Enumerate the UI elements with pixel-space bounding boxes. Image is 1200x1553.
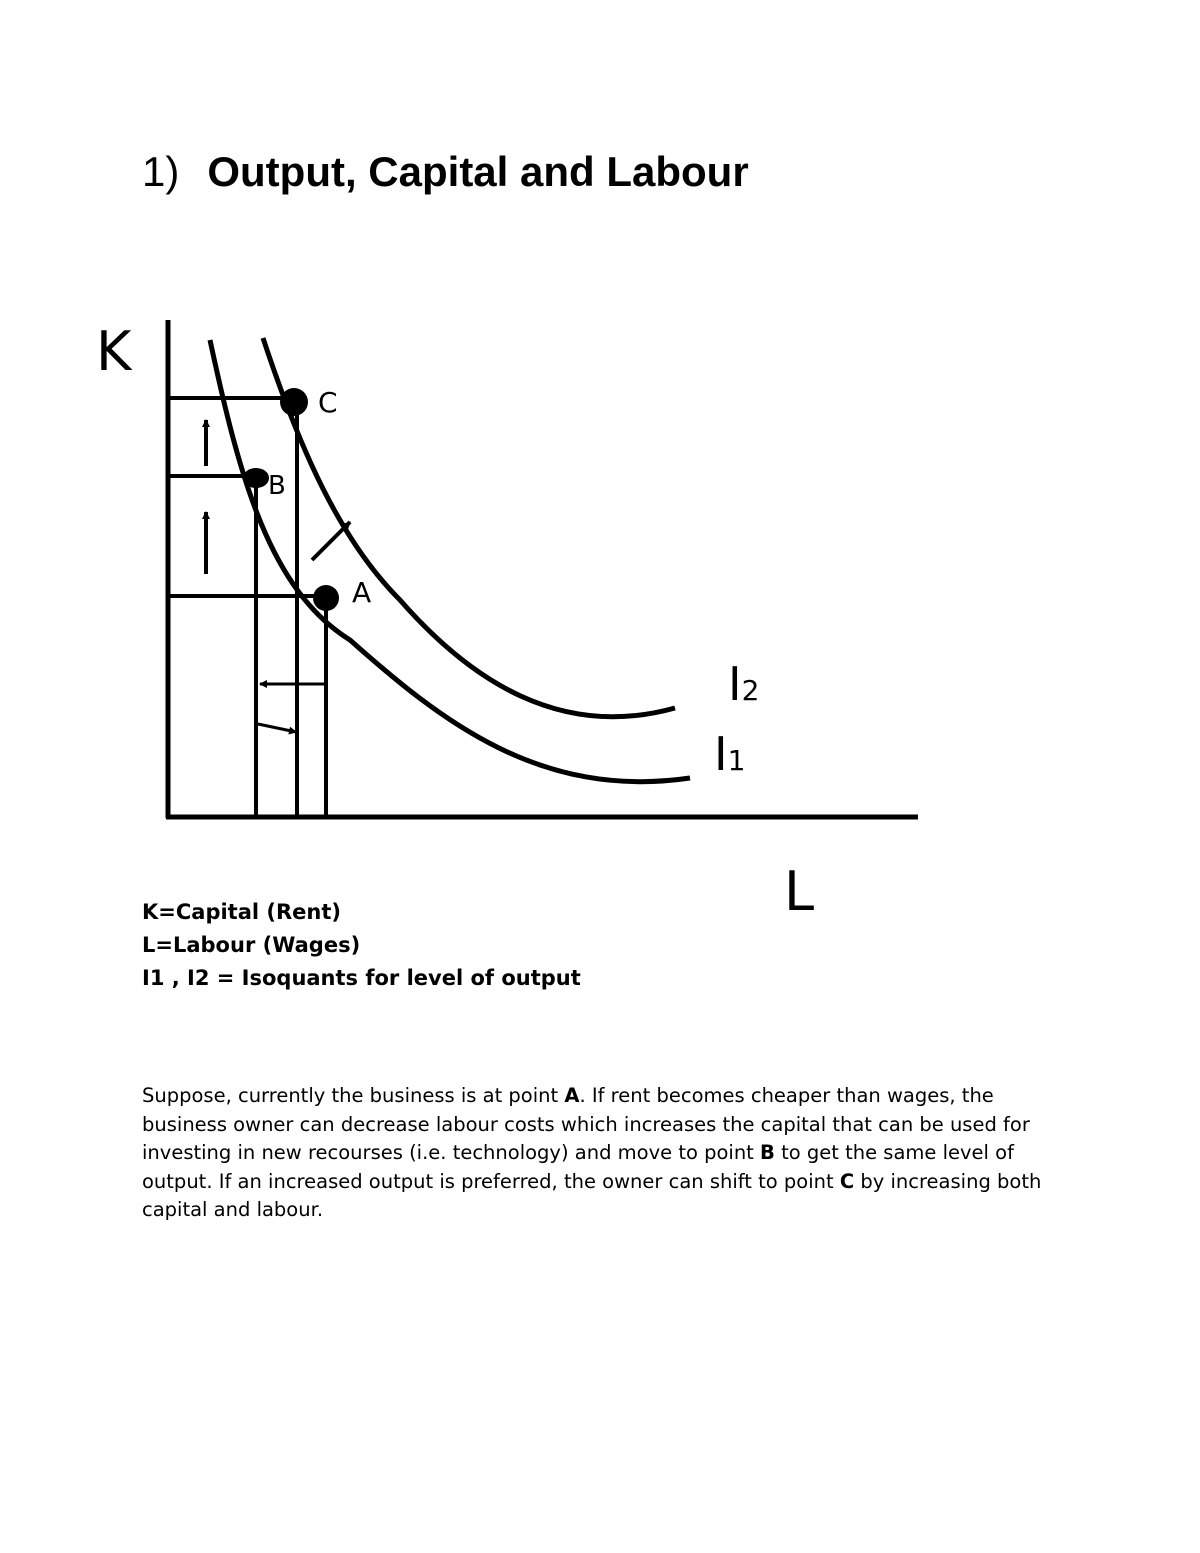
point-a-ref: A (564, 1084, 580, 1107)
point-b-label: B (268, 471, 286, 501)
definitions-list (142, 896, 581, 995)
isoquant-i1-label: I1 (714, 727, 746, 781)
point-a-marker (313, 585, 339, 611)
point-a-label: A (352, 576, 372, 609)
definition-isoquants: I1 , I2 = Isoquants for level of output (142, 966, 581, 990)
point-c-label: C (318, 386, 338, 419)
section-title: Output, Capital and Labour (207, 148, 749, 195)
point-b-marker (243, 468, 269, 488)
y-axis-label: K (96, 320, 132, 383)
labour-increase-arrow (258, 724, 296, 732)
isoquant-i2-label: I2 (728, 657, 760, 711)
definition-labour: L=Labour (Wages) (142, 933, 361, 957)
isoquant-shift-arrow (312, 522, 350, 560)
point-c-marker (280, 388, 308, 416)
explanation-paragraph: Suppose, currently the business is at point A. If rent becomes cheaper than wages, the business owner can decrease labour costs which increases the capital that can be used for investing in new recourses (i.e. technology) and move to point B to get the same level of output. If an increased output is preferred, the owner can shift to point C by increasing both capital and labour. (142, 1084, 1042, 1221)
x-axis-label: L (784, 860, 815, 923)
definition-capital: K=Capital (Rent) (142, 900, 341, 924)
section-number: 1) (142, 148, 180, 195)
point-c-ref: C (839, 1169, 855, 1193)
point-b-ref: B (760, 1141, 775, 1164)
